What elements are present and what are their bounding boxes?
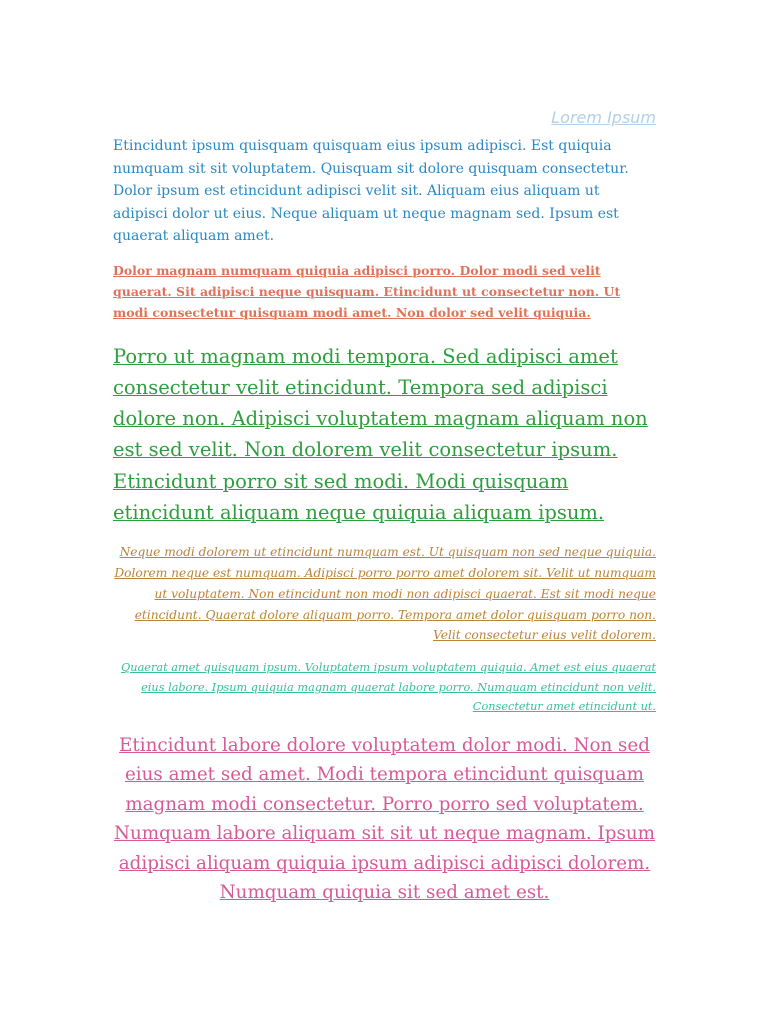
- paragraph-1: Etincidunt ipsum quisquam quisquam eius ipsum adipisci. Est quiquia numquam sit sit voluptatem. Quisquam sit dolore quisquam consectetur. Dolor ipsum est etincidunt adipisci velit sit. Aliquam eius aliquam ut adipisci dolor ut eius. Neque aliquam ut neque magnam sed. Ipsum est quaerat aliquam amet.: [113, 138, 629, 244]
- document-page: [113, 106, 656, 908]
- paragraph-3: Porro ut magnam modi tempora. Sed adipisci amet consectetur velit etincidunt. Tempora sed adipisci dolore non. Adipisci voluptatem magnam aliquam non est sed velit. Non dolorem velit consectetur ipsum. Etincidunt porro sit sed modi. Modi quisquam etincidunt aliquam neque quiquia aliquam ipsum.: [113, 344, 648, 524]
- paragraph-4: Neque modi dolorem ut etincidunt numquam est. Ut quisquam non sed neque quiquia. Dolorem neque est numquam. Adipisci porro porro amet dolorem sit. Velit ut numquam ut voluptatem. Non etincidunt non modi non adipisci quaerat. Est sit modi neque etincidunt. Quaerat dolore aliquam porro. Tempora amet dolor quisquam porro non. Velit consectetur eius velit dolorem.: [114, 545, 656, 643]
- page-header: Lorem Ipsum: [551, 108, 656, 127]
- paragraph-5: Quaerat amet quisquam ipsum. Voluptatem ipsum voluptatem quiquia. Amet est eius quaerat eius labore. Ipsum quiquia magnam quaerat labore porro. Numquam etincidunt non velit. Consectetur amet etincidunt ut.: [121, 661, 656, 714]
- paragraph-2: Dolor magnam numquam quiquia adipisci porro. Dolor modi sed velit quaerat. Sit adipisci neque quisquam. Etincidunt ut consectetur non. Ut modi consectetur quisquam modi amet. Non dolor sed velit quiquia.: [113, 262, 621, 320]
- paragraph-6: Etincidunt labore dolore voluptatem dolor modi. Non sed eius amet sed amet. Modi tempora etincidunt quisquam magnam modi consectetur. Porro porro sed voluptatem. Numquam labore aliquam sit sit ut neque magnam. Ipsum adipisci aliquam quiquia ipsum adipisci adipisci dolorem. Numquam quiquia sit sed amet est.: [114, 734, 655, 904]
